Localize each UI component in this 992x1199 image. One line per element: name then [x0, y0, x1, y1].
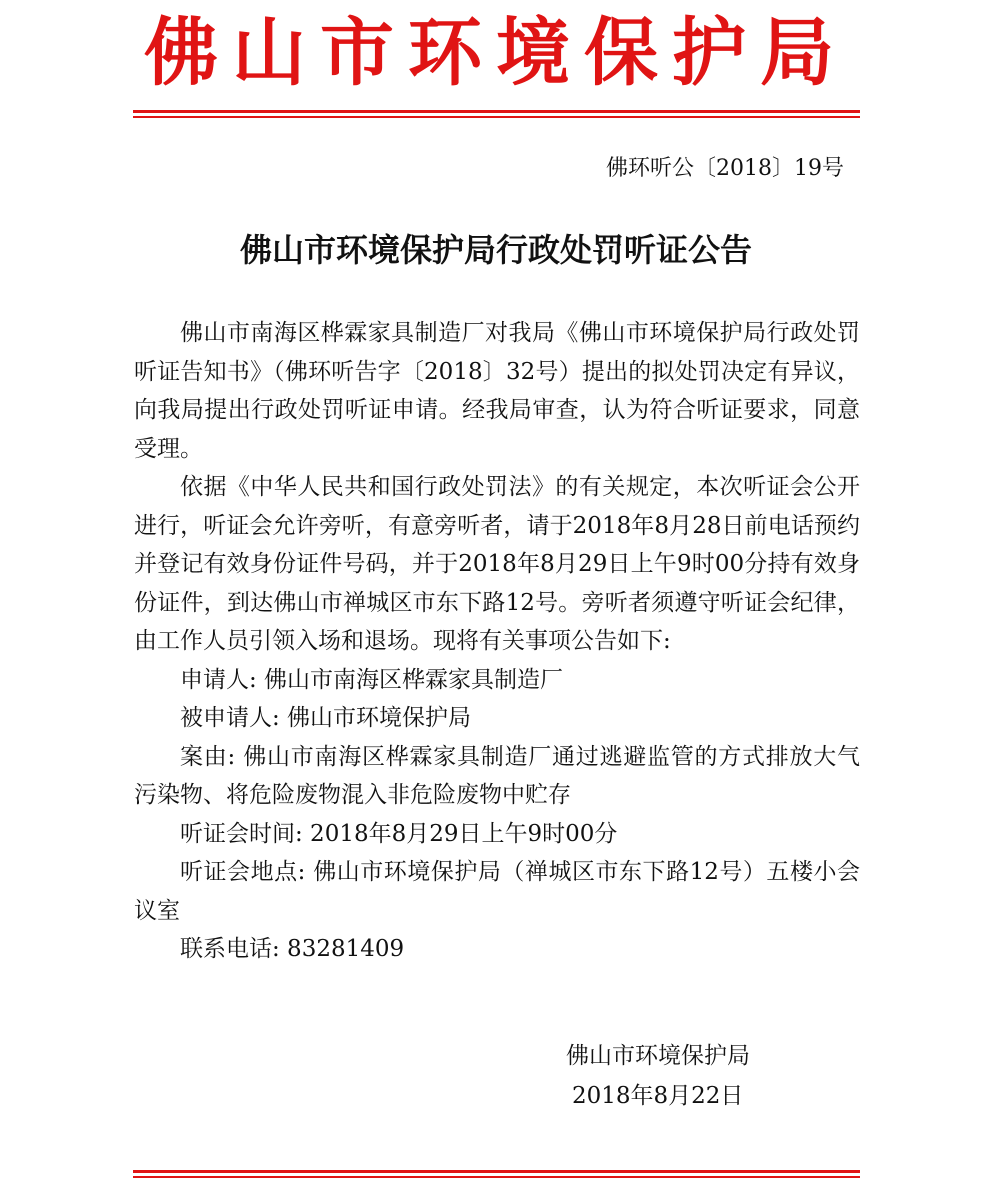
signature-block	[566, 1036, 750, 1116]
paragraph-hearing-info: 依据《中华人民共和国行政处罚法》的有关规定，本次听证会公开进行，听证会允许旁听，有意旁听者，请于2018年8月28日前电话预约并登记有效身份证件号码，并于2018年8月29日上午9时00分持有效身份证件，到达佛山市禅城区市东下路12号。旁听者须遵守听证会纪律，由工作人员引领入场和退场。现将有关事项公告如下:	[134, 474, 860, 654]
item-case-cause: 案由: 佛山市南海区桦霖家具制造厂通过逃避监管的方式排放大气污染物、将危险废物混入非危险废物中贮存	[134, 743, 860, 808]
letterhead-rule-thin	[133, 116, 860, 118]
signature-org: 佛山市环境保护局	[566, 1043, 750, 1069]
document-number: 佛环听公〔2018〕19号	[606, 156, 844, 181]
letterhead-rule-thick	[133, 110, 860, 113]
item-hearing-location: 听证会地点: 佛山市环境保护局（禅城区市东下路12号）五楼小会议室	[134, 859, 860, 924]
footer-rule-thick	[133, 1170, 860, 1173]
notice-title: 佛山市环境保护局行政处罚听证公告	[239, 231, 752, 269]
letterhead-title: 佛山市环境保护局	[144, 10, 848, 96]
signature-date: 2018年8月22日	[572, 1083, 744, 1109]
item-applicant: 申请人: 佛山市南海区桦霖家具制造厂	[180, 666, 564, 693]
item-contact-phone: 联系电话: 83281409	[180, 936, 405, 962]
paragraph-application: 佛山市南海区桦霖家具制造厂对我局《佛山市环境保护局行政处罚听证告知书》（佛环听告字〔2018〕32号）提出的拟处罚决定有异议，向我局提出行政处罚听证申请。经我局审查，认为符合听证要求，同意受理。	[134, 320, 860, 462]
notice-body	[134, 314, 860, 969]
item-hearing-time: 听证会时间: 2018年8月29日上午9时00分	[180, 820, 618, 847]
item-respondent: 被申请人: 佛山市环境保护局	[180, 705, 472, 731]
footer-rule-thin	[133, 1176, 860, 1178]
